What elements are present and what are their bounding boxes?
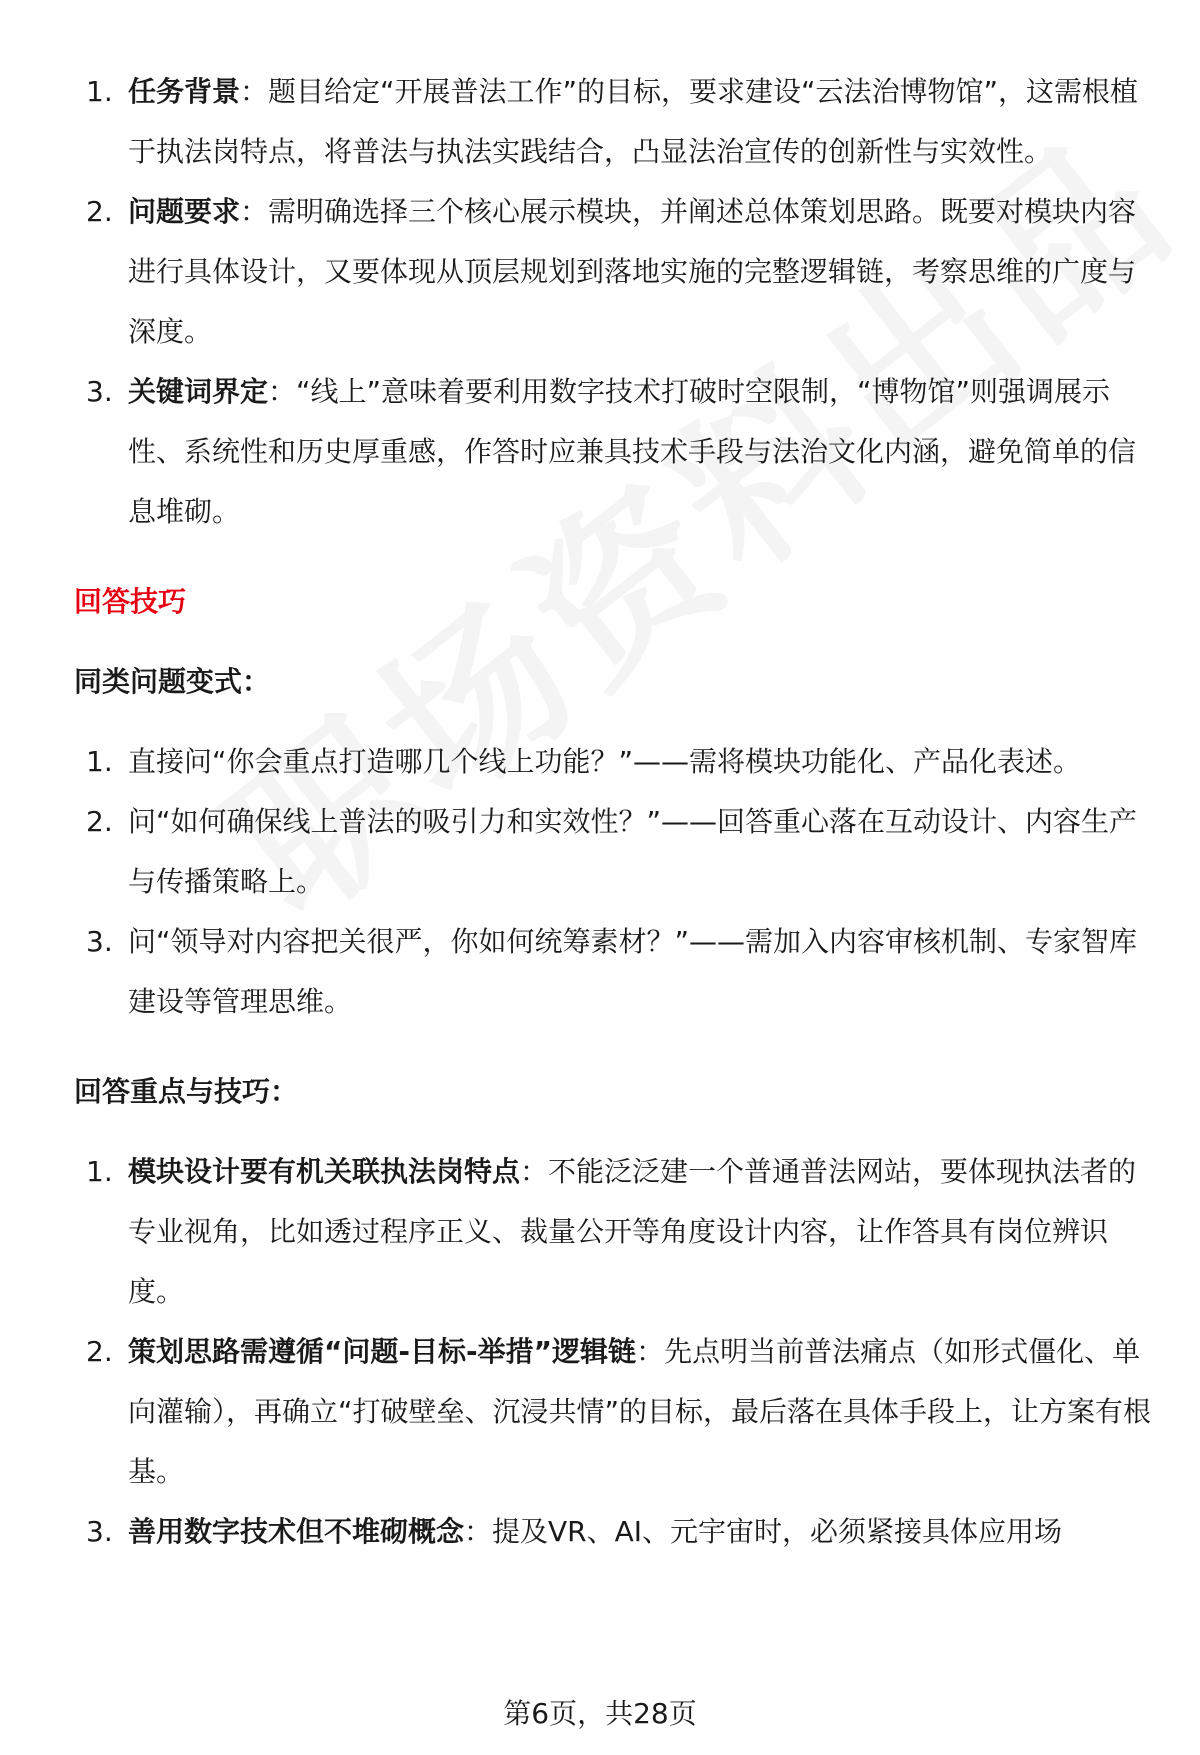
analysis-list <box>74 62 1154 542</box>
variants-heading: 同类问题变式： <box>74 665 271 698</box>
item-title: 策划思路需遵循“问题-目标-举措”逻辑链 <box>128 1335 637 1368</box>
item-title: 任务背景 <box>128 75 241 108</box>
list-item <box>74 1502 1154 1562</box>
item-number: 2. <box>86 1335 113 1368</box>
key-points-heading: 回答重点与技巧： <box>74 1075 299 1108</box>
list-item <box>74 912 1154 1032</box>
item-title: 问题要求 <box>128 195 241 228</box>
list-item <box>74 362 1154 542</box>
item-text: ：需明确选择三个核心展示模块，并阐述总体策划思路。既要对模块内容进行具体设计，又要体现从顶层规划到落地实施的完整逻辑链，考察思维的广度与深度。 <box>128 195 1137 348</box>
item-number: 2. <box>86 805 113 838</box>
list-item <box>74 792 1154 912</box>
item-number: 1. <box>86 745 113 778</box>
item-title: 善用数字技术但不堆砌概念 <box>128 1515 465 1548</box>
key-points-list <box>74 1142 1154 1562</box>
item-title: 关键词界定 <box>128 375 269 408</box>
item-text: ：题目给定“开展普法工作”的目标，要求建设“云法治博物馆”，这需根植于执法岗特点，将普法与执法实践结合，凸显法治宣传的创新性与实效性。 <box>128 75 1139 168</box>
item-text: 问“领导对内容把关很严，你如何统筹素材？”——需加入内容审核机制、专家智库建设等管理思维。 <box>128 925 1138 1018</box>
list-item <box>74 62 1154 182</box>
list-item <box>74 182 1154 362</box>
item-number: 3. <box>86 1515 113 1548</box>
item-text: ：提及VR、AI、元宇宙时，必须紧接具体应用场 <box>464 1515 1063 1548</box>
item-text: 问“如何确保线上普法的吸引力和实效性？”——回答重心落在互动设计、内容生产与传播策略上。 <box>128 805 1138 898</box>
content <box>74 62 1154 1562</box>
item-text: ：先点明当前普法痛点（如形式僵化、单向灌输），再确立“打破壁垒、沉浸共情”的目标，最后落在具体手段上，让方案有根基。 <box>128 1335 1152 1488</box>
variants-list <box>74 732 1154 1032</box>
item-number: 2. <box>86 195 113 228</box>
item-number: 1. <box>86 75 113 108</box>
list-item <box>74 1142 1154 1322</box>
item-number: 3. <box>86 925 113 958</box>
list-item <box>74 732 1154 792</box>
item-number: 3. <box>86 375 113 408</box>
item-title: 模块设计要有机关联执法岗特点 <box>128 1155 521 1188</box>
item-text: ：不能泛泛建一个普通普法网站，要体现执法者的专业视角，比如透过程序正义、裁量公开等角度设计内容，让作答具有岗位辨识度。 <box>128 1155 1137 1308</box>
list-item <box>74 1322 1154 1502</box>
page-footer: 第6页，共28页 <box>503 1697 697 1730</box>
answer-tips-heading: 回答技巧 <box>74 585 187 618</box>
item-text: 直接问“你会重点打造哪几个线上功能？”——需将模块功能化、产品化表述。 <box>128 745 1082 778</box>
item-number: 1. <box>86 1155 113 1188</box>
item-text: ：“线上”意味着要利用数字技术打破时空限制，“博物馆”则强调展示性、系统性和历史厚重感，作答时应兼具技术手段与法治文化内涵，避免简单的信息堆砌。 <box>128 375 1137 528</box>
